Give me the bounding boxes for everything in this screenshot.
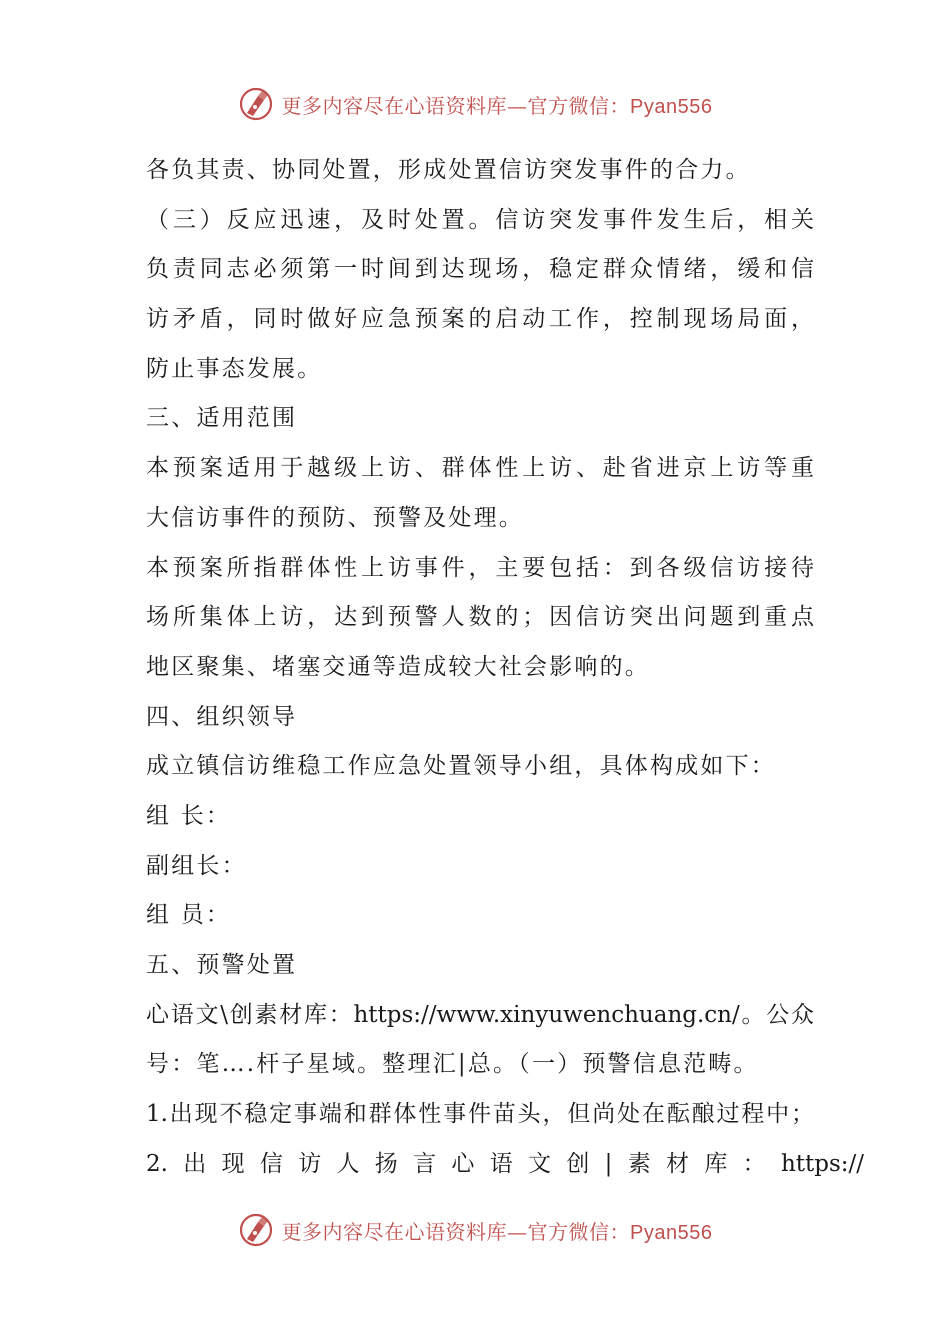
text-line: 2. 出 现 信 访 人 扬 言 心 语 文 创 | 素 材 库 ： https://	[146, 1150, 865, 1177]
text-line: 心语文\创素材库：https://www.xinyuwenchuang.cn/。公众	[146, 1001, 814, 1028]
text-line: 组 员：	[146, 902, 232, 929]
text-line: 防止事态发展。	[146, 355, 323, 382]
section-heading: 五、预警处置	[146, 952, 298, 978]
text-line: 场所集体上访，达到预警人数的；因信访突出问题到重点	[146, 604, 814, 631]
banner-text: 更多内容尽在心语资料库—官方微信：Pyan556	[281, 1219, 713, 1244]
text-line: 各负其责、协同处置，形成处置信访突发事件的合力。	[146, 157, 751, 183]
text-line: 成立镇信访维稳工作应急处置领导小组，具体构成如下：	[146, 753, 776, 780]
header-banner	[0, 82, 950, 126]
wechat-id: Pyan556	[630, 1221, 713, 1244]
text-line: 本预案适用于越级上访、群体性上访、赴省进京上访等重	[146, 455, 814, 482]
text-line: 大信访事件的预防、预警及处理。	[146, 504, 524, 531]
text-line: 组 长：	[146, 802, 232, 829]
document-body	[146, 146, 865, 1189]
section-heading: 三、适用范围	[146, 405, 298, 432]
section-heading: 四、组织领导	[146, 703, 298, 730]
text-line: 1.出现不稳定事端和群体性事件苗头，但尚处在酝酿过程中；	[146, 1101, 814, 1128]
text-line: （三）反应迅速，及时处置。信访突发事件发生后，相关	[146, 206, 814, 233]
text-line: 地区聚集、堵塞交通等造成较大社会影响的。	[146, 653, 650, 680]
text-line: 负责同志必须第一时间到达现场，稳定群众情绪，缓和信	[146, 256, 814, 283]
pen-nib-logo-icon	[238, 1212, 274, 1248]
banner-text: 更多内容尽在心语资料库—官方微信：Pyan556	[281, 93, 713, 118]
wechat-id: Pyan556	[630, 95, 713, 118]
text-line: 号：笔….杆子星域。整理汇|总。（一）预警信息范畴。	[146, 1051, 759, 1078]
footer-banner	[0, 1208, 950, 1252]
pen-nib-logo-icon	[238, 86, 274, 122]
text-line: 访矛盾，同时做好应急预案的启动工作，控制现场局面，	[146, 306, 814, 333]
text-line: 本预案所指群体性上访事件，主要包括：到各级信访接待	[146, 554, 814, 581]
text-line: 副组长：	[146, 852, 247, 879]
